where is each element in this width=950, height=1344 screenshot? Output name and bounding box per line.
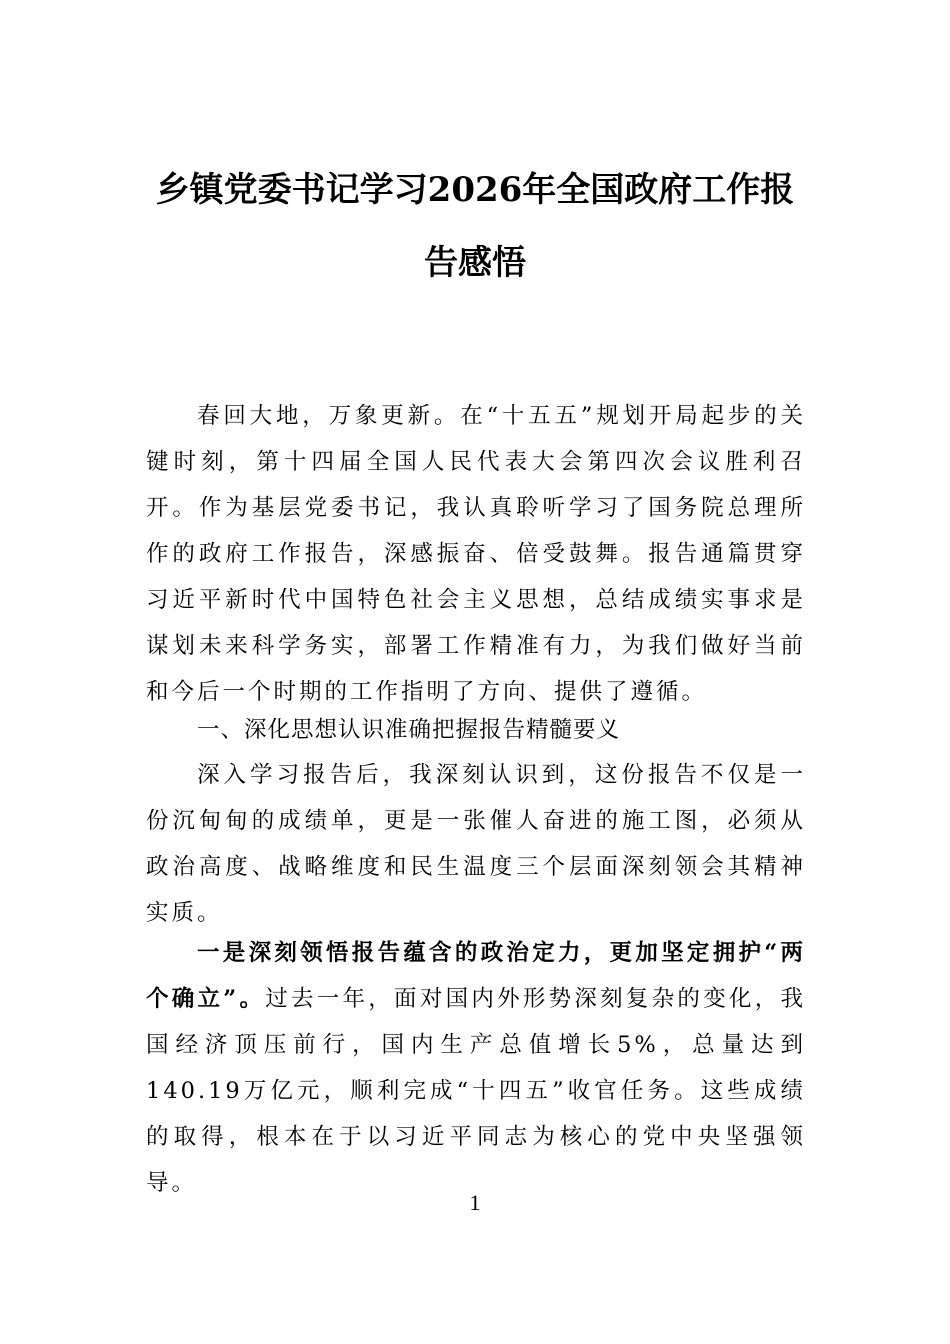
- paragraph-section-1-intro: 深入学习报告后，我深刻认识到，这份报告不仅是一份沉甸甸的成绩单，更是一张催人奋进的施工图，必须从政治高度、战略维度和民生温度三个层面深刻领会其精神实质。: [146, 762, 806, 926]
- paragraph-point-1-lead: 一是深刻领悟报告蕴含的政治定力，更加坚定拥护“两个确立”。: [146, 940, 806, 1012]
- paragraph-point-1: [146, 930, 806, 1206]
- paragraph-point-1-body: 过去一年，面对国内外形势深刻复杂的变化，我国经济顶压前行，国内生产总值增长5%，总量达到140.19万亿元，顺利完成“十四五”收官任务。这些成绩的取得，根本在于以习近平同志为核心的党中央坚强领导。: [146, 986, 806, 1196]
- section-heading-1: 一、深化思想认识准确把握报告精髓要义: [197, 717, 621, 743]
- document-title-line-2: 告感悟: [424, 243, 526, 283]
- document-title-line-1: 乡镇党委书记学习2026年全国政府工作报: [155, 170, 795, 210]
- paragraph-intro: 春回大地，万象更新。在“十五五”规划开局起步的关键时刻，第十四届全国人民代表大会第四次会议胜利召开。作为基层党委书记，我认真聆听学习了国务院总理所作的政府工作报告，深感振奋、倍受鼓舞。报告通篇贯穿习近平新时代中国特色社会主义思想，总结成绩实事求是谋划未来科学务实，部署工作精准有力，为我们做好当前和今后一个时期的工作指明了方向、提供了遵循。: [146, 403, 806, 705]
- page-number: 1: [469, 1190, 481, 1215]
